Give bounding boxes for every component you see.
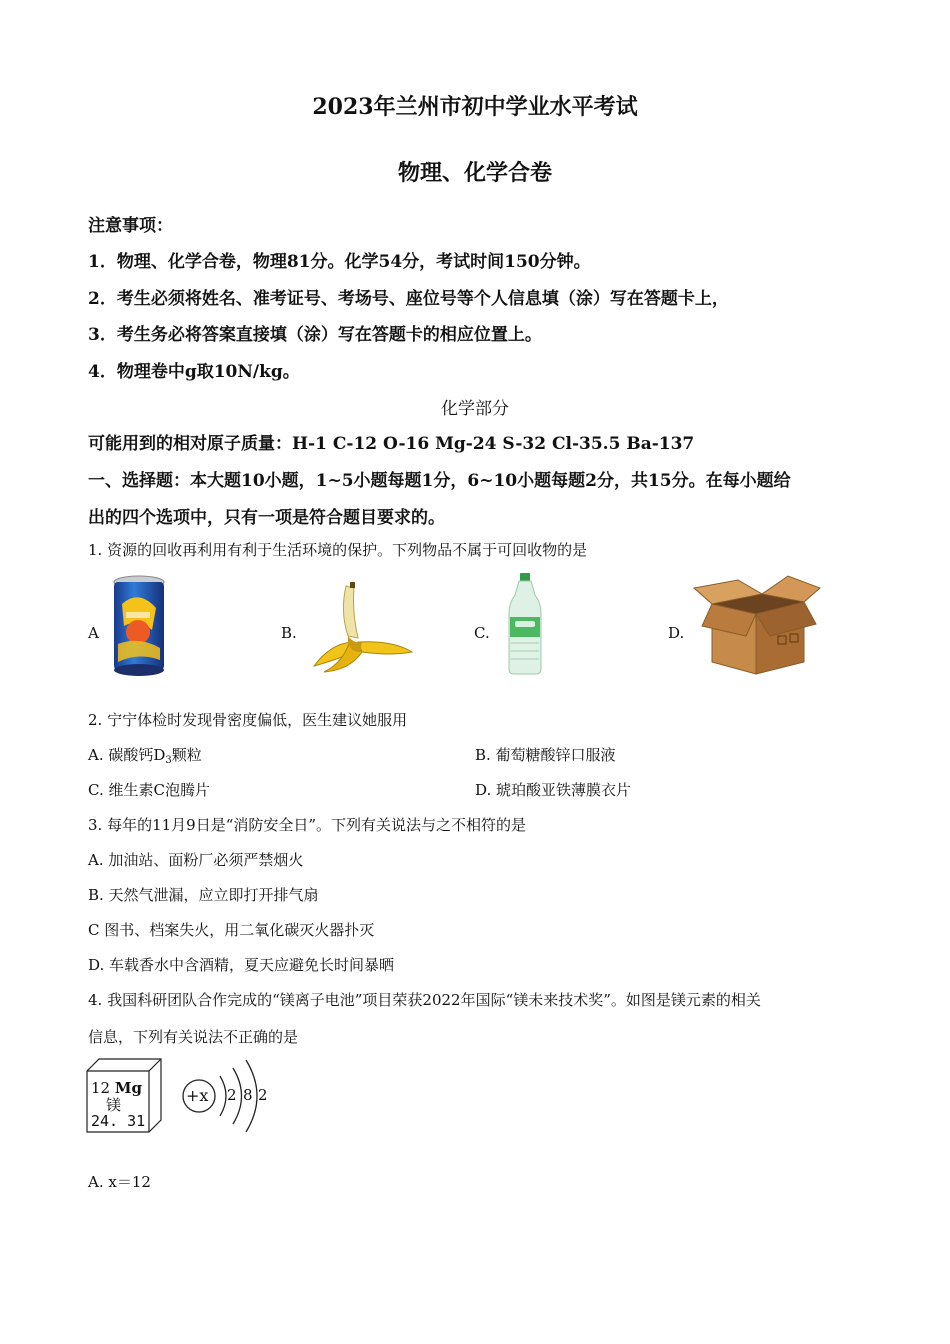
q1-option-c-label: C. bbox=[474, 624, 490, 642]
q1-option-b-label: B. bbox=[281, 624, 297, 642]
q4-stem-line2: 信息，下列有关说法不正确的是 bbox=[88, 1028, 299, 1046]
q1-option-a-label: A bbox=[88, 624, 99, 642]
shell-electrons-3: 2 bbox=[258, 1086, 268, 1104]
section-title: 化学部分 bbox=[441, 399, 509, 419]
q3-stem: 3. 每年的11月9日是“消防安全日”。下列有关说法与之不相符的是 bbox=[88, 816, 527, 834]
banana-peel-image bbox=[310, 582, 414, 674]
notice-item-1: 1．物理、化学合卷，物理81分。化学54分，考试时间150分钟。 bbox=[88, 252, 591, 272]
element-atomic-number-symbol: 12 Mg bbox=[91, 1079, 142, 1097]
element-atomic-mass: 24. 31 bbox=[91, 1112, 146, 1130]
element-name: 镁 bbox=[106, 1096, 122, 1114]
q3-option-a: A. 加油站、面粉厂必须严禁烟火 bbox=[88, 851, 304, 869]
q2-option-c: C. 维生素C泡腾片 bbox=[88, 781, 210, 799]
q4-option-a: A. x＝12 bbox=[88, 1173, 151, 1191]
q1-option-d-label: D. bbox=[668, 624, 685, 642]
notice-heading: 注意事项： bbox=[88, 216, 173, 236]
q2-option-b: B. 葡萄糖酸锌口服液 bbox=[475, 746, 616, 764]
shell-electrons-2: 8 bbox=[243, 1086, 253, 1104]
q3-option-c: C 图书、档案失火，用二氧化碳灭火器扑灭 bbox=[88, 921, 375, 939]
notice-item-4: 4．物理卷中g取10N/kg。 bbox=[88, 362, 300, 382]
q3-option-b: B. 天然气泄漏，应立即打开排气扇 bbox=[88, 886, 319, 904]
q4-stem-line1: 4. 我国科研团队合作完成的“镁离子电池”项目荣获2022年国际“镁未来技术奖”。如图是镁元素的相关 bbox=[88, 991, 761, 1009]
q3-option-d: D. 车载香水中含酒精，夏天应避免长时间暴晒 bbox=[88, 956, 395, 974]
shell-electrons-1: 2 bbox=[227, 1086, 237, 1104]
q1-stem: 1. 资源的回收再利用有利于生活环境的保护。下列物品不属于可回收物的是 bbox=[88, 541, 588, 559]
q2-option-d: D. 琥珀酸亚铁薄膜衣片 bbox=[475, 781, 632, 799]
q2-option-a: A. 碳酸钙$D_3$颗粒 bbox=[88, 746, 202, 766]
q2-stem: 2. 宁宁体检时发现骨密度偏低，医生建议她服用 bbox=[88, 711, 408, 729]
electron-shell-1 bbox=[220, 1076, 226, 1116]
notice-item-2: 2．考生必须将姓名、准考证号、考场号、座位号等个人信息填（涂）写在答题卡上， bbox=[88, 289, 729, 309]
page-title: 2023年兰州市初中学业水平考试 bbox=[312, 94, 638, 120]
cardboard-box-image bbox=[692, 574, 822, 676]
water-bottle-image bbox=[505, 573, 545, 675]
nucleus-charge: +x bbox=[186, 1086, 209, 1105]
soda-can-image bbox=[108, 574, 170, 678]
atomic-masses: 可能用到的相对原子质量：H-1 C-12 O-16 Mg-24 S-32 Cl-35.5 Ba-137 bbox=[88, 434, 695, 454]
part1-instructions-line1: 一、选择题：本大题10小题，1~5小题每题1分，6~10小题每题2分，共15分。在每小题给 bbox=[88, 471, 791, 491]
page-subtitle: 物理、化学合卷 bbox=[397, 160, 552, 186]
notice-item-3: 3．考生务必将答案直接填（涂）写在答题卡的相应位置上。 bbox=[88, 325, 542, 345]
part1-instructions-line2: 出的四个选项中，只有一项是符合题目要求的。 bbox=[88, 508, 445, 528]
